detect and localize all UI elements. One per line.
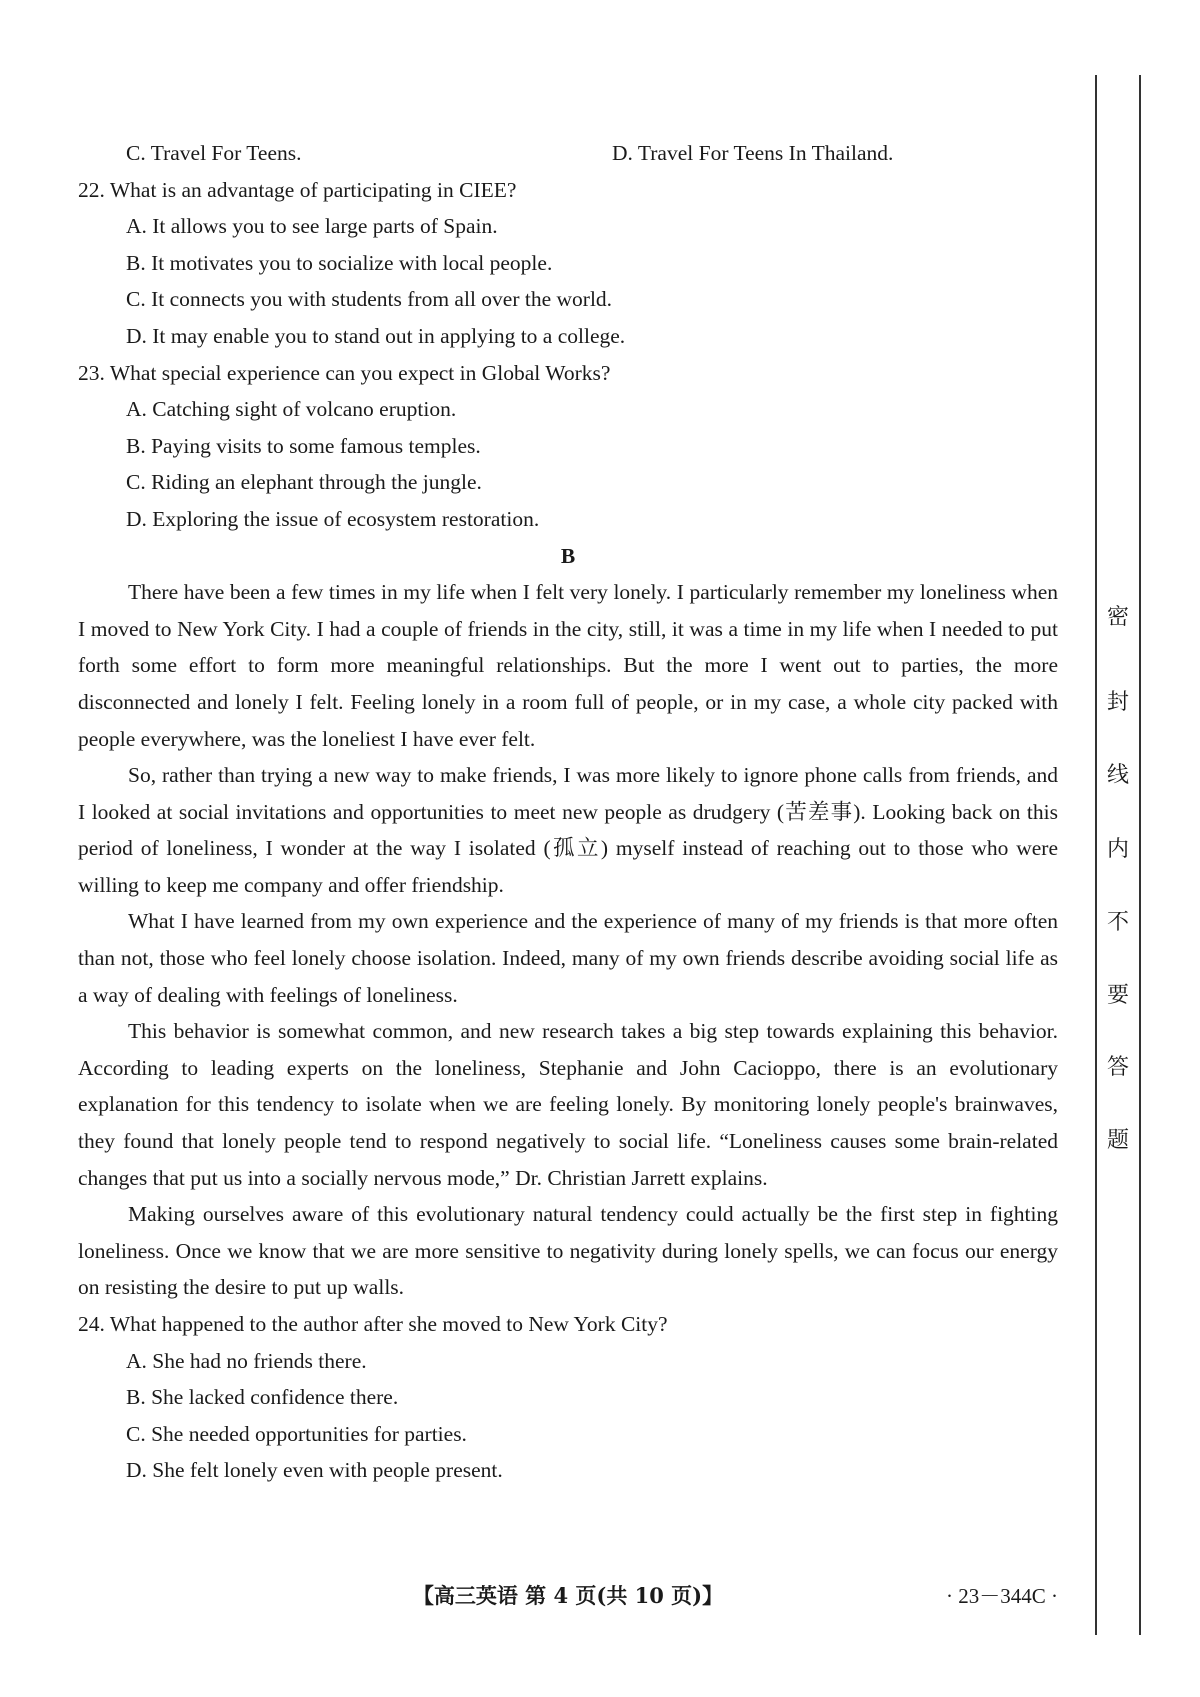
passage-paragraph-5: Making ourselves aware of this evolutionary natural tendency could actually be the first step in fighting loneliness. Once we know that we are more sensitive to negativity during lonely spells, we can focus our energy on resisting the desire to put up walls.: [78, 1202, 1058, 1300]
passage-paragraph-1: There have been a few times in my life when I felt very lonely. I particularly remember my loneliness when I moved to New York City. I had a couple of friends in the city, still, it was a time in my life when I needed to put forth some effort to form more meaningful relationships. But the more I went out to parties, the more disconnected and lonely I felt. Feeling lonely in a room full of people, or in my case, a whole city packed with people everywhere, was the loneliest I have ever felt.: [78, 580, 1058, 751]
exam-code: · 23－344C ·: [946, 1584, 1058, 1608]
page-number-label: 【高三英语 第 4 页(共 10 页)】: [412, 1583, 724, 1608]
q21-option-d: D. Travel For Teens In Thailand.: [612, 141, 894, 165]
q24-option-b: B. She lacked confidence there.: [126, 1385, 399, 1410]
binding-char-xian: 线: [1103, 758, 1133, 789]
passage-paragraph-4: This behavior is somewhat common, and new research takes a big step towards explaining this behavior. According to leading experts on the loneliness, Stephanie and John Cacioppo, there is an evolutionary explanation for this tendency to isolate when we are feeling lonely. By monitoring lonely people's brainwaves, they found that lonely people tend to respond negatively to social life. “Loneliness causes some brain-related changes that put us into a socially nervous mode,” Dr. Christian Jarrett explains.: [78, 1019, 1058, 1190]
q23-stem: 23. What special experience can you expect in Global Works?: [78, 360, 611, 385]
binding-char-da: 答: [1103, 1050, 1133, 1081]
q24-option-c: C. She needed opportunities for parties.: [126, 1421, 467, 1446]
binding-margin: [1095, 75, 1145, 1635]
q23-option-c: C. Riding an elephant through the jungle.: [126, 470, 482, 495]
passage-paragraph-3: What I have learned from my own experience and the experience of many of my friends is that more often than not, those who feel lonely choose isolation. Indeed, many of my own friends describe avoiding social life as a way of dealing with feelings of loneliness.: [78, 909, 1058, 1007]
binding-char-feng: 封: [1103, 685, 1133, 716]
binding-line-outer: [1139, 75, 1141, 1635]
q23-option-d: D. Exploring the issue of ecosystem restoration.: [126, 506, 540, 531]
q23-option-a: A. Catching sight of volcano eruption.: [126, 397, 457, 422]
q23-option-b: B. Paying visits to some famous temples.: [126, 433, 481, 458]
binding-char-mi: 密: [1103, 600, 1133, 631]
binding-char-ti: 题: [1103, 1123, 1133, 1154]
page-footer: [78, 1578, 1058, 1614]
passage-paragraph-2: So, rather than trying a new way to make friends, I was more likely to ignore phone calls from friends, and I looked at social invitations and opportunities to meet new people as drudgery (苦差事). Looking back on this period of loneliness, I wonder at the way I isolated (孤立) myself instead of reaching out to those who were willing to keep me company and offer friendship.: [78, 763, 1058, 897]
q22-option-b: B. It motivates you to socialize with local people.: [126, 250, 553, 275]
section-b-title: B: [560, 543, 576, 568]
q22-stem: 22. What is an advantage of participating in CIEE?: [78, 177, 517, 202]
q21-option-c: C. Travel For Teens.: [126, 141, 302, 165]
exam-page-content: [78, 135, 1058, 1489]
binding-char-yao: 要: [1103, 978, 1133, 1009]
q22-option-a: A. It allows you to see large parts of Spain.: [126, 214, 498, 239]
binding-line-inner: [1095, 75, 1097, 1635]
q24-option-d: D. She felt lonely even with people present.: [126, 1458, 503, 1483]
q21-options-row: [78, 135, 1058, 172]
q22-option-d: D. It may enable you to stand out in applying to a college.: [126, 323, 626, 348]
q24-stem: 24. What happened to the author after she moved to New York City?: [78, 1312, 668, 1336]
binding-char-nei: 内: [1103, 832, 1133, 863]
q24-option-a: A. She had no friends there.: [126, 1348, 367, 1373]
binding-char-bu: 不: [1103, 905, 1133, 936]
q22-option-c: C. It connects you with students from all over the world.: [126, 287, 613, 312]
